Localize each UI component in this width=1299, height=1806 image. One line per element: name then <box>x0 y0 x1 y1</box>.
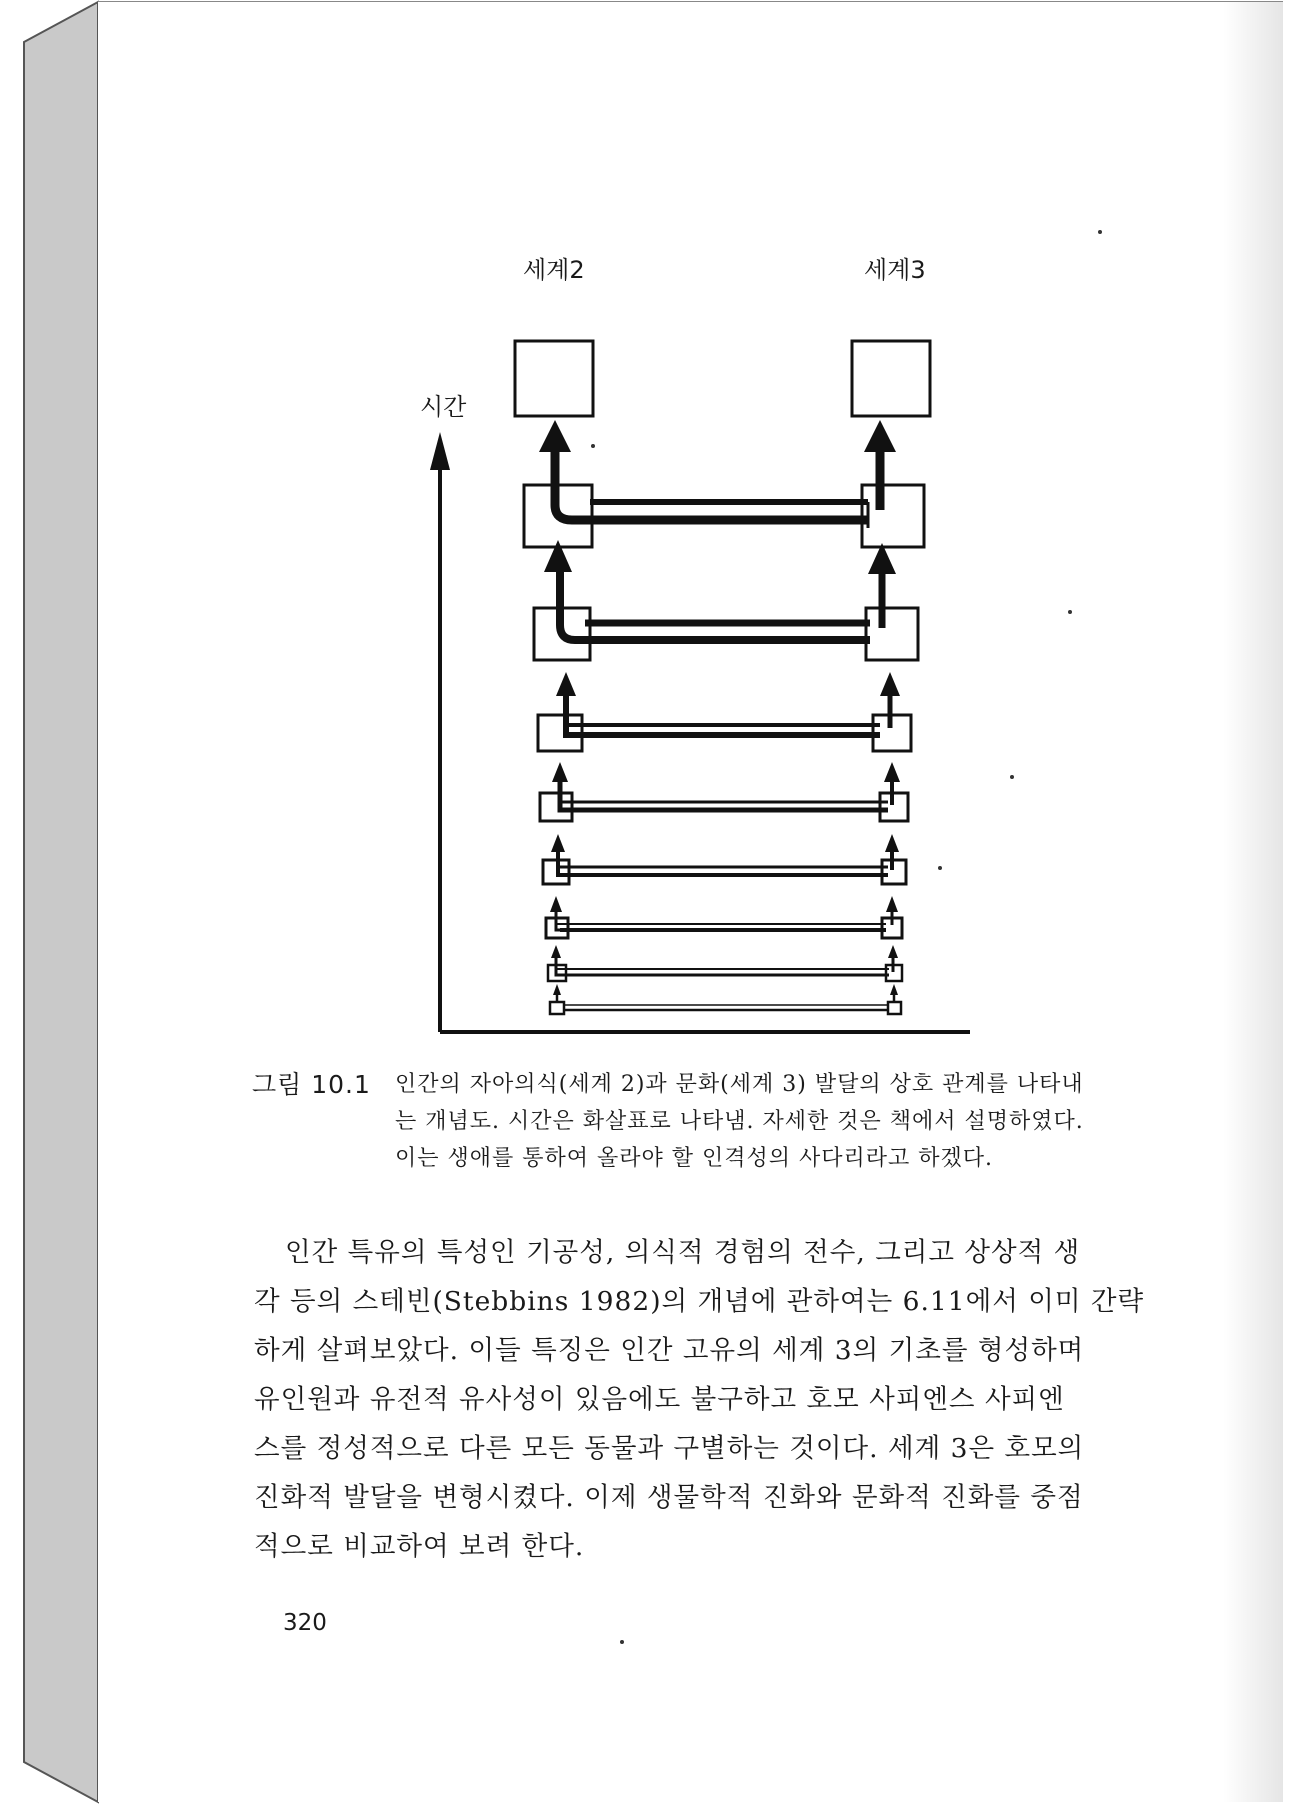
ladder-rung-1 <box>524 420 924 547</box>
time-arrowhead <box>430 432 450 470</box>
world3-label: 세계3 <box>864 256 926 284</box>
caption-number: 그림 10.1 <box>252 1070 371 1099</box>
page-number: 320 <box>283 1610 327 1636</box>
ladder-rung-4 <box>540 762 908 821</box>
ladder-rung-8 <box>550 984 901 1014</box>
body-line-5: 스를 정성적으로 다른 모든 동물과 구별하는 것이다. 세계 3은 호모의 <box>254 1433 1085 1464</box>
caption-line-1: 인간의 자아의식(세계 2)과 문화(세계 3) 발달의 상호 관계를 나타내 <box>395 1072 1084 1097</box>
caption-line-3: 이는 생애를 통하여 올라야 할 인격성의 사다리라고 하겠다. <box>395 1146 993 1171</box>
ladder-rung-2 <box>534 540 918 660</box>
body-line-3: 하게 살펴보았다. 이들 특징은 인간 고유의 세계 3의 기초를 형성하며 <box>254 1335 1085 1366</box>
body-line-6: 진화적 발달을 변형시켰다. 이제 생물학적 진화와 문화적 진화를 중점 <box>254 1482 1084 1513</box>
world2-top-box <box>515 341 593 416</box>
world3-top-box <box>852 341 930 416</box>
ladder-rung-7 <box>548 945 902 981</box>
body-line-7: 적으로 비교하여 보려 한다. <box>254 1531 585 1562</box>
ladder-rung-5 <box>543 834 906 884</box>
caption-line-2: 는 개념도. 시간은 화살표로 나타냄. 자세한 것은 책에서 설명하였다. <box>395 1109 1084 1134</box>
ladder-rung-6 <box>546 896 902 938</box>
body-line-4: 유인원과 유전적 유사성이 있음에도 불구하고 호모 사피엔스 사피엔 <box>254 1384 1065 1415</box>
body-line-1: 인간 특유의 특성인 기공성, 의식적 경험의 전수, 그리고 상상적 생 <box>285 1237 1081 1268</box>
world2-label: 세계2 <box>523 256 585 284</box>
time-axis-label: 시간 <box>420 393 467 421</box>
ladder-rung-3 <box>538 672 911 751</box>
body-line-2: 각 등의 스테빈(Stebbins 1982)의 개념에 관하여는 6.11에서 이미 간략 <box>254 1286 1145 1317</box>
